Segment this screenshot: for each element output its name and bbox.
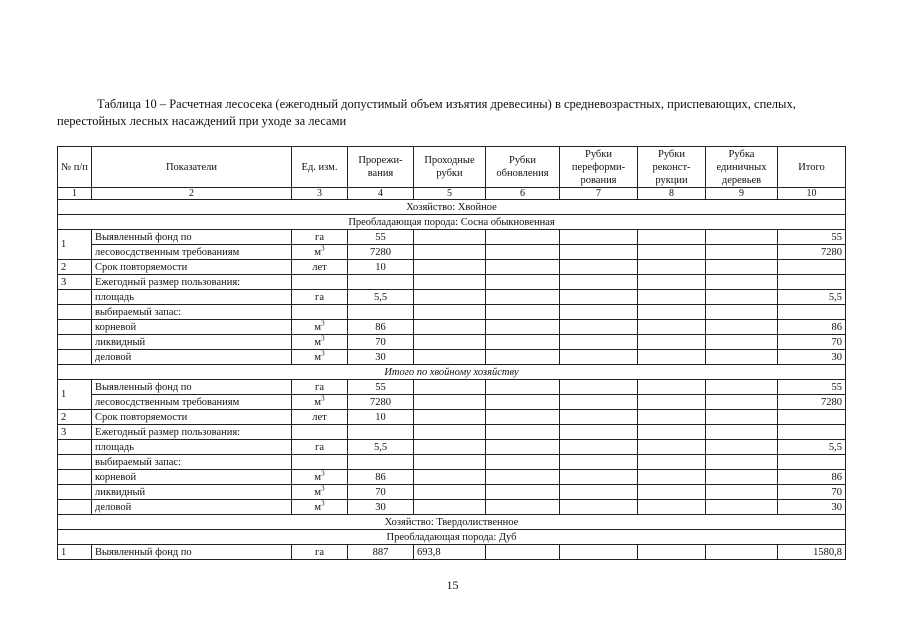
unit-cell: $м^3$ <box>292 320 348 335</box>
row-label: корневой <box>92 470 292 485</box>
col-number: 6 <box>486 188 560 200</box>
allowable-cut-table <box>57 146 846 560</box>
value-cell: 30 <box>348 350 414 365</box>
unit-cell: лет <box>292 260 348 275</box>
unit-cell: $м^3$ <box>292 500 348 515</box>
row-number: 2 <box>58 260 92 275</box>
section-farm-hardwood: Хозяйство: Твердолиственное <box>58 515 846 530</box>
row-number: 3 <box>58 425 92 440</box>
col-header-reformation-cuts: Рубки переформи-рования <box>560 147 638 188</box>
total-cell: 7280 <box>778 395 846 410</box>
row-label: Выявленный фонд по <box>92 230 292 245</box>
value-cell: 5,5 <box>348 440 414 455</box>
row-label: лесовосдственным требованиям <box>92 245 292 260</box>
section-row <box>58 215 846 230</box>
table-row <box>58 320 846 335</box>
unit-cell: га <box>292 290 348 305</box>
unit-cell: га <box>292 380 348 395</box>
row-number: 1 <box>58 545 92 560</box>
row-label: Выявленный фонд по <box>92 380 292 395</box>
total-cell: 86 <box>778 320 846 335</box>
row-label: корневой <box>92 320 292 335</box>
col-number: 3 <box>292 188 348 200</box>
table-row <box>58 245 846 260</box>
section-row <box>58 530 846 545</box>
row-label: Срок повторяемости <box>92 410 292 425</box>
col-header-passage-cuts: Проходные рубки <box>414 147 486 188</box>
unit-cell: га <box>292 440 348 455</box>
value-cell: 70 <box>348 335 414 350</box>
value-cell: 30 <box>348 500 414 515</box>
table-row <box>58 395 846 410</box>
table-row <box>58 260 846 275</box>
row-number: 3 <box>58 275 92 290</box>
col-number: 1 <box>58 188 92 200</box>
col-header-renewal-cuts: Рубки обновления <box>486 147 560 188</box>
row-label: Ежегодный размер пользования: <box>92 425 292 440</box>
unit-cell: $м^3$ <box>292 485 348 500</box>
row-label: ликвидный <box>92 335 292 350</box>
table-row <box>58 455 846 470</box>
unit-cell: га <box>292 545 348 560</box>
table-caption: Таблица 10 – Расчетная лесосека (ежегодный допустимый объем изъятия древесины) в средневозрастных, приспевающих, спелых, перестойных лесных насаждений при уходе за лесами <box>57 97 796 128</box>
row-label: Ежегодный размер пользования: <box>92 275 292 290</box>
col-number: 10 <box>778 188 846 200</box>
table-row <box>58 230 846 245</box>
col-number: 7 <box>560 188 638 200</box>
col-header-thinning: Прорежи-вания <box>348 147 414 188</box>
value-cell: 70 <box>348 485 414 500</box>
value-cell: 5,5 <box>348 290 414 305</box>
table-row <box>58 470 846 485</box>
table-row <box>58 545 846 560</box>
table-row <box>58 335 846 350</box>
total-cell: 1580,8 <box>778 545 846 560</box>
table-row <box>58 350 846 365</box>
row-label: выбираемый запас: <box>92 455 292 470</box>
row-number: 1 <box>58 380 92 410</box>
table-row <box>58 305 846 320</box>
table-row <box>58 290 846 305</box>
row-label: выбираемый запас: <box>92 305 292 320</box>
value-cell: 86 <box>348 320 414 335</box>
unit-cell: га <box>292 230 348 245</box>
section-species-pine: Преобладающая порода: Сосна обыкновенная <box>58 215 846 230</box>
col-header-single-tree-cut: Рубка единичных деревьев <box>706 147 778 188</box>
total-cell: 86 <box>778 470 846 485</box>
row-label: ликвидный <box>92 485 292 500</box>
unit-cell: $м^3$ <box>292 470 348 485</box>
row-label: Выявленный фонд по <box>92 545 292 560</box>
table-row <box>58 500 846 515</box>
row-label: площадь <box>92 290 292 305</box>
total-cell: 30 <box>778 500 846 515</box>
section-row <box>58 365 846 380</box>
section-farm-coniferous: Хозяйство: Хвойное <box>58 200 846 215</box>
unit-cell: лет <box>292 410 348 425</box>
col-number: 9 <box>706 188 778 200</box>
section-total-coniferous: Итого по хвойному хозяйству <box>58 365 846 380</box>
total-cell: 55 <box>778 230 846 245</box>
section-species-oak: Преобладающая порода: Дуб <box>58 530 846 545</box>
value-cell: 7280 <box>348 245 414 260</box>
row-label: площадь <box>92 440 292 455</box>
row-number: 1 <box>58 230 92 260</box>
table-row <box>58 380 846 395</box>
col-number: 8 <box>638 188 706 200</box>
total-cell: 55 <box>778 380 846 395</box>
total-cell: 5,5 <box>778 440 846 455</box>
page-number: 15 <box>446 578 459 592</box>
row-number: 2 <box>58 410 92 425</box>
row-label: Срок повторяемости <box>92 260 292 275</box>
total-cell: 70 <box>778 485 846 500</box>
value-cell: 7280 <box>348 395 414 410</box>
col-header-indicators: Показатели <box>92 147 292 188</box>
section-row <box>58 515 846 530</box>
unit-cell: $м^3$ <box>292 245 348 260</box>
header-row <box>58 147 846 188</box>
total-cell: 70 <box>778 335 846 350</box>
table-row <box>58 440 846 455</box>
value-cell: 10 <box>348 260 414 275</box>
table-row <box>58 485 846 500</box>
table-row <box>58 275 846 290</box>
total-cell: 7280 <box>778 245 846 260</box>
unit-cell: $м^3$ <box>292 335 348 350</box>
unit-cell: $м^3$ <box>292 395 348 410</box>
total-cell: 5,5 <box>778 290 846 305</box>
table-row <box>58 410 846 425</box>
col-number: 2 <box>92 188 292 200</box>
column-number-row <box>58 188 846 200</box>
col-number: 4 <box>348 188 414 200</box>
col-number: 5 <box>414 188 486 200</box>
row-label: лесовосдственным требованиям <box>92 395 292 410</box>
table-row <box>58 425 846 440</box>
value-cell: 693,8 <box>414 545 486 560</box>
value-cell: 55 <box>348 380 414 395</box>
col-header-reconstruction-cuts: Рубки реконст-рукции <box>638 147 706 188</box>
unit-cell: $м^3$ <box>292 350 348 365</box>
value-cell: 10 <box>348 410 414 425</box>
value-cell: 86 <box>348 470 414 485</box>
col-header-unit: Ед. изм. <box>292 147 348 188</box>
col-header-total: Итого <box>778 147 846 188</box>
row-label: деловой <box>92 350 292 365</box>
total-cell: 30 <box>778 350 846 365</box>
value-cell: 887 <box>348 545 414 560</box>
row-label: деловой <box>92 500 292 515</box>
section-row <box>58 200 846 215</box>
value-cell: 55 <box>348 230 414 245</box>
col-header-number: № п/п <box>58 147 92 188</box>
